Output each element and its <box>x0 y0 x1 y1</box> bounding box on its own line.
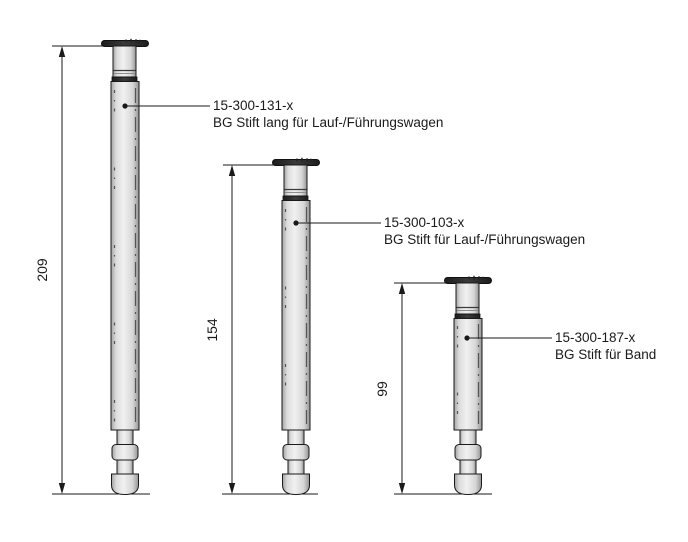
pin-neck <box>456 283 479 314</box>
pin-short-group <box>374 276 656 495</box>
pin-collar-band <box>455 314 480 319</box>
arrow-up-icon <box>229 165 235 176</box>
part-number: 15-300-103-x <box>384 215 465 230</box>
pin-neck <box>284 165 307 196</box>
dimension-value: 154 <box>204 318 220 342</box>
pin-long-group <box>34 39 443 495</box>
part-description: BG Stift lang für Lauf-/Führungswagen <box>213 115 444 130</box>
pin-neck <box>113 46 136 77</box>
pin-body <box>454 319 482 431</box>
arrow-down-icon <box>399 483 405 494</box>
pin-collar-band <box>283 196 308 201</box>
tip-shaft-upper <box>460 430 476 445</box>
pin-medium-callout <box>293 215 585 247</box>
part-number: 15-300-187-x <box>555 330 636 345</box>
tip-shaft-lower <box>117 460 133 474</box>
dimension-value: 99 <box>374 381 390 397</box>
pin-short-drawing <box>445 276 492 495</box>
arrow-up-icon <box>399 283 405 294</box>
leader-dot <box>122 103 127 108</box>
part-number: 15-300-131-x <box>213 98 294 113</box>
tip-ring <box>455 445 481 461</box>
pin-short-callout <box>464 330 656 362</box>
leader-dot <box>464 335 469 340</box>
tip-ring <box>112 445 138 461</box>
pin-body <box>111 82 139 431</box>
pin-medium-group <box>204 158 585 495</box>
dimension-value: 209 <box>34 258 50 282</box>
leader-dot <box>293 220 298 225</box>
arrow-down-icon <box>59 483 65 494</box>
pin-body <box>282 201 310 431</box>
tip-shaft-upper <box>288 430 304 445</box>
tip-shaft-lower <box>460 460 476 474</box>
tip-ball <box>112 474 139 495</box>
part-description: BG Stift für Lauf-/Führungswagen <box>384 232 586 247</box>
tip-ring <box>283 445 309 461</box>
part-description: BG Stift für Band <box>555 347 657 362</box>
pin-medium-drawing <box>273 158 320 495</box>
tip-ball <box>283 474 310 495</box>
tip-shaft-upper <box>117 430 133 445</box>
pin-long-callout <box>122 98 443 130</box>
tip-ball <box>455 474 482 495</box>
arrow-up-icon <box>59 46 65 57</box>
tip-shaft-lower <box>288 460 304 474</box>
pin-collar-band <box>112 77 137 82</box>
arrow-down-icon <box>229 483 235 494</box>
